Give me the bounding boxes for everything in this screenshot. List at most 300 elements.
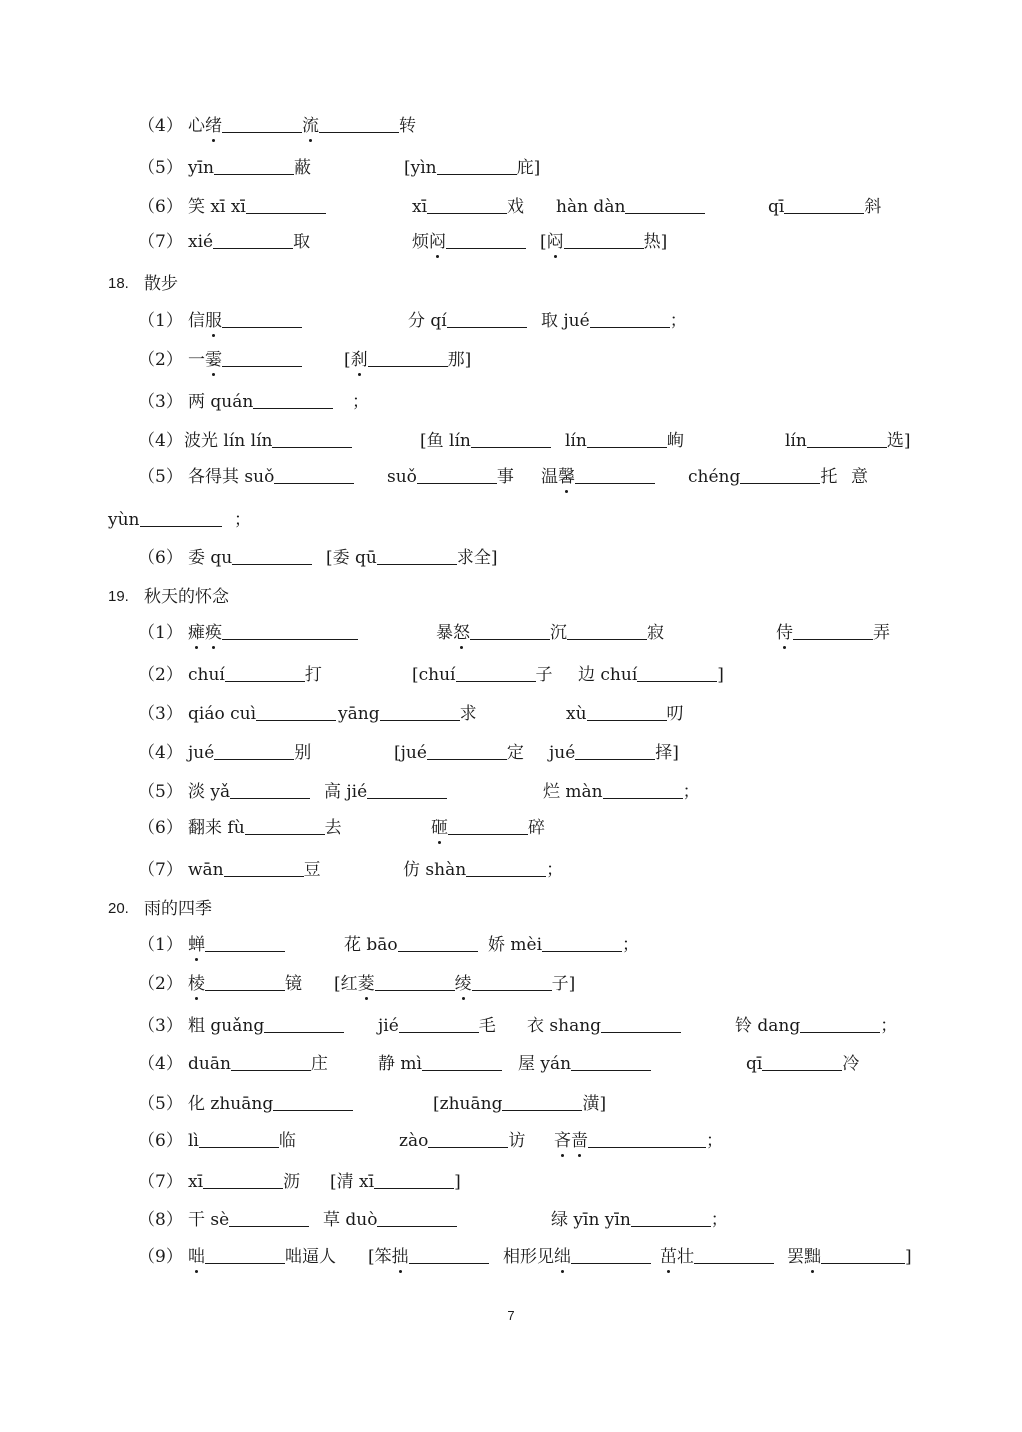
- exercise-item: [0, 740, 1022, 766]
- prompt-text: 沉: [550, 623, 567, 643]
- answer-blank[interactable]: [140, 507, 222, 527]
- prompt-text: suǒ: [387, 467, 417, 487]
- item-number: （4）: [138, 1054, 183, 1074]
- answer-blank[interactable]: [399, 1013, 479, 1033]
- prompt-text: 戏: [507, 197, 525, 217]
- answer-blank[interactable]: [319, 113, 399, 133]
- prompt-text: 子: [535, 665, 553, 685]
- answer-blank[interactable]: [427, 194, 507, 214]
- prompt-text: 温: [541, 467, 558, 487]
- exercise-prompt: [787, 1244, 912, 1270]
- exercise-prompt: [334, 971, 575, 997]
- prompt-text: 信: [188, 311, 205, 331]
- emphasized-character: 痪: [205, 620, 222, 646]
- answer-blank[interactable]: [567, 620, 647, 640]
- prompt-text: 壮: [677, 1247, 694, 1267]
- prompt-text: 求全]: [456, 548, 498, 568]
- answer-blank[interactable]: [466, 857, 546, 877]
- answer-blank[interactable]: [471, 428, 551, 448]
- answer-blank[interactable]: [587, 428, 667, 448]
- exercise-prompt: [785, 428, 910, 454]
- answer-blank[interactable]: [380, 701, 460, 721]
- answer-blank[interactable]: [637, 662, 717, 682]
- prompt-text: qiáo cuì: [188, 704, 256, 724]
- exercise-item: [0, 1051, 1022, 1077]
- section-number: 19.: [108, 588, 129, 605]
- prompt-text: 淡 yǎ: [188, 782, 231, 802]
- prompt-text: 委 qu: [188, 548, 233, 568]
- answer-blank[interactable]: [230, 779, 310, 799]
- section-heading: [0, 896, 1022, 922]
- prompt-text: 暴: [436, 623, 453, 643]
- prompt-text: [zhuāng: [433, 1094, 503, 1114]
- exercise-prompt: [188, 308, 302, 334]
- exercise-prompt: [368, 1244, 489, 1270]
- answer-blank[interactable]: [575, 464, 655, 484]
- answer-blank[interactable]: [571, 1244, 651, 1264]
- answer-blank[interactable]: [800, 1013, 880, 1033]
- emphasized-character: 流: [302, 113, 319, 139]
- answer-blank[interactable]: [274, 464, 354, 484]
- answer-blank[interactable]: [740, 464, 820, 484]
- prompt-text: qī: [768, 197, 785, 217]
- exercise-prompt: [541, 464, 655, 490]
- exercise-prompt: [578, 662, 724, 688]
- prompt-text: duān: [188, 1054, 231, 1074]
- item-number: （7）: [138, 1172, 183, 1192]
- answer-blank[interactable]: [222, 308, 302, 328]
- prompt-text: ；: [669, 311, 687, 331]
- section-title: 散步: [144, 274, 178, 294]
- item-number: （4）: [138, 431, 183, 451]
- prompt-text: 潢]: [582, 1094, 607, 1114]
- exercise-item: [0, 1169, 1022, 1195]
- answer-blank[interactable]: [448, 815, 528, 835]
- exercise-prompt: [436, 620, 664, 646]
- prompt-text: chéng: [688, 467, 741, 487]
- item-number: （9）: [138, 1247, 183, 1267]
- prompt-text: 翻来 fù: [188, 818, 245, 838]
- prompt-text: 仿 shàn: [403, 860, 467, 880]
- answer-blank[interactable]: [367, 779, 447, 799]
- prompt-text: jué: [549, 743, 576, 763]
- exercise-prompt: [188, 464, 354, 490]
- prompt-text: 豆: [303, 860, 321, 880]
- answer-blank[interactable]: [214, 155, 294, 175]
- answer-blank[interactable]: [427, 740, 507, 760]
- exercise-item: [0, 779, 1022, 805]
- exercise-item: [0, 389, 1022, 415]
- exercise-prompt: [188, 662, 322, 688]
- exercise-prompt: [188, 701, 336, 727]
- exercise-prompt: [326, 545, 498, 571]
- exercise-prompt: [188, 545, 312, 571]
- answer-blank[interactable]: [253, 389, 333, 409]
- exercise-item: [0, 194, 1022, 220]
- prompt-text: 一: [188, 350, 205, 370]
- emphasized-character: 侍: [776, 620, 793, 646]
- answer-blank[interactable]: [222, 113, 302, 133]
- prompt-text: 咄逼人: [285, 1247, 336, 1267]
- item-number: （3）: [138, 392, 183, 412]
- exercise-prompt: [540, 229, 667, 255]
- item-number: （6）: [138, 1131, 183, 1151]
- answer-blank[interactable]: [542, 932, 622, 952]
- prompt-text: 子]: [551, 974, 576, 994]
- answer-blank[interactable]: [762, 1051, 842, 1071]
- answer-blank[interactable]: [246, 194, 326, 214]
- prompt-text: ；: [622, 935, 640, 955]
- prompt-text: 心: [188, 116, 205, 136]
- item-number: （7）: [138, 232, 183, 252]
- emphasized-character: 怒: [453, 620, 470, 646]
- emphasized-character: 蝉: [188, 932, 205, 958]
- prompt-text: 镜: [285, 974, 302, 994]
- prompt-text: 临: [278, 1131, 296, 1151]
- prompt-text: xī: [412, 197, 428, 217]
- exercise-prompt: [768, 194, 881, 220]
- answer-blank[interactable]: [272, 428, 352, 448]
- exercise-prompt: [404, 155, 540, 181]
- answer-blank[interactable]: [225, 662, 305, 682]
- emphasized-character: 绪: [205, 113, 222, 139]
- answer-blank[interactable]: [205, 971, 285, 991]
- exercise-item: [0, 662, 1022, 688]
- item-number: （6）: [138, 818, 183, 838]
- item-number: （2）: [138, 350, 183, 370]
- prompt-text: 烂 màn: [543, 782, 603, 802]
- item-number: （6）: [138, 197, 183, 217]
- prompt-text: 求: [459, 704, 477, 724]
- answer-blank[interactable]: [222, 347, 302, 367]
- answer-blank[interactable]: [625, 194, 705, 214]
- prompt-text: ]: [717, 665, 724, 685]
- emphasized-character: 菱: [358, 971, 375, 997]
- section-number: 18.: [108, 275, 129, 292]
- emphasized-character: 闷: [547, 229, 564, 255]
- exercise-prompt: [344, 347, 471, 373]
- answer-blank[interactable]: [502, 1091, 582, 1111]
- answer-blank[interactable]: [571, 1051, 651, 1071]
- exercise-prompt: [420, 428, 551, 454]
- item-number: （4）: [138, 743, 183, 763]
- exercise-prompt: [394, 740, 524, 766]
- answer-blank[interactable]: [588, 1128, 706, 1148]
- exercise-item: [0, 308, 1022, 334]
- prompt-text: 弄: [873, 623, 890, 643]
- prompt-text: 干 sè: [188, 1210, 230, 1230]
- prompt-text: qī: [746, 1054, 763, 1074]
- exercise-prompt: [565, 428, 684, 454]
- answer-blank[interactable]: [575, 740, 655, 760]
- emphasized-character: 啬: [571, 1128, 588, 1154]
- prompt-text: chuí: [188, 665, 225, 685]
- answer-blank[interactable]: [229, 1207, 309, 1227]
- exercise-item: [0, 701, 1022, 727]
- emphasized-character: 服: [205, 308, 222, 334]
- answer-blank[interactable]: [447, 308, 527, 328]
- exercise-prompt: [338, 701, 477, 727]
- exercise-prompt: [735, 1013, 897, 1039]
- prompt-text: 铃 dang: [735, 1016, 801, 1036]
- item-number: （5）: [138, 467, 183, 487]
- answer-blank[interactable]: [631, 1207, 711, 1227]
- answer-blank[interactable]: [793, 620, 873, 640]
- answer-blank[interactable]: [603, 779, 683, 799]
- exercise-prompt: [188, 815, 342, 841]
- emphasized-character: 绫: [455, 971, 472, 997]
- answer-blank[interactable]: [231, 1051, 311, 1071]
- exercise-prompt: [399, 1128, 525, 1154]
- exercise-item: [0, 1091, 1022, 1117]
- answer-blank[interactable]: [377, 1207, 457, 1227]
- prompt-text: 意: [851, 467, 868, 487]
- prompt-text: 静 mì: [378, 1054, 422, 1074]
- exercise-item: [0, 971, 1022, 997]
- item-number: （1）: [138, 623, 183, 643]
- exercise-prompt: [543, 779, 700, 805]
- answer-blank[interactable]: [409, 1244, 489, 1264]
- answer-blank[interactable]: [470, 620, 550, 640]
- prompt-text: lín: [785, 431, 807, 451]
- prompt-text: 罢: [787, 1247, 804, 1267]
- exercise-prompt: [431, 815, 545, 841]
- prompt-text: 转: [399, 116, 416, 136]
- exercise-prompt: [184, 428, 352, 454]
- emphasized-character: 黜: [804, 1244, 821, 1270]
- exercise-prompt: [330, 1169, 461, 1195]
- prompt-text: zào: [399, 1131, 429, 1151]
- answer-blank[interactable]: [273, 1091, 353, 1111]
- prompt-text: 沥: [283, 1172, 301, 1192]
- answer-blank[interactable]: [398, 932, 478, 952]
- answer-blank[interactable]: [224, 857, 304, 877]
- emphasized-character: 闷: [429, 229, 446, 255]
- prompt-text: 娇 mèi: [488, 935, 543, 955]
- prompt-text: 草 duò: [323, 1210, 378, 1230]
- prompt-text: 寂: [647, 623, 664, 643]
- answer-blank[interactable]: [222, 620, 358, 640]
- prompt-text: 屋 yán: [518, 1054, 572, 1074]
- prompt-text: ；: [546, 860, 564, 880]
- prompt-text: 相形见: [503, 1247, 554, 1267]
- exercise-prompt: [556, 194, 705, 220]
- prompt-text: 庄: [310, 1054, 328, 1074]
- prompt-text: 那]: [447, 350, 472, 370]
- prompt-text: 各得其 suǒ: [188, 467, 275, 487]
- exercise-prompt: [234, 507, 251, 533]
- emphasized-character: 茁: [660, 1244, 677, 1270]
- answer-blank[interactable]: [472, 971, 552, 991]
- exercise-prompt: [188, 347, 302, 373]
- prompt-text: 斜: [864, 197, 882, 217]
- prompt-text: 选]: [886, 431, 911, 451]
- exercise-prompt: [549, 740, 679, 766]
- exercise-item: [0, 464, 1022, 490]
- prompt-text: 高 jié: [324, 782, 368, 802]
- answer-blank[interactable]: [375, 971, 455, 991]
- prompt-text: jié: [378, 1016, 399, 1036]
- prompt-text: ]: [454, 1172, 461, 1192]
- exercise-item: [0, 932, 1022, 958]
- prompt-text: 毛: [478, 1016, 496, 1036]
- prompt-text: 波光 lín lín: [184, 431, 273, 451]
- answer-blank[interactable]: [437, 155, 517, 175]
- prompt-text: 花 bāo: [344, 935, 398, 955]
- prompt-text: ；: [706, 1131, 723, 1151]
- prompt-text: 事: [496, 467, 514, 487]
- prompt-text: 烦: [412, 232, 429, 252]
- exercise-prompt: [412, 662, 553, 688]
- answer-blank[interactable]: [417, 464, 497, 484]
- exercise-prompt: [518, 1051, 651, 1077]
- prompt-text: 粗 guǎng: [188, 1016, 265, 1036]
- answer-blank[interactable]: [807, 428, 887, 448]
- answer-blank[interactable]: [199, 1128, 279, 1148]
- exercise-prompt: [323, 1207, 457, 1233]
- prompt-text: 边 chuí: [578, 665, 638, 685]
- prompt-text: 定: [506, 743, 524, 763]
- answer-blank[interactable]: [368, 347, 448, 367]
- prompt-text: 别: [294, 743, 312, 763]
- emphasized-character: 咄: [188, 1244, 205, 1270]
- answer-blank[interactable]: [587, 701, 667, 721]
- exercise-item: [0, 347, 1022, 373]
- prompt-text: ；: [682, 782, 700, 802]
- prompt-text: xù: [566, 704, 587, 724]
- prompt-text: 去: [324, 818, 342, 838]
- answer-blank[interactable]: [694, 1244, 774, 1264]
- exercise-prompt: [188, 1207, 309, 1233]
- answer-blank[interactable]: [821, 1244, 905, 1264]
- prompt-text: wān: [188, 860, 224, 880]
- exercise-prompt: [688, 464, 837, 490]
- answer-blank[interactable]: [232, 545, 312, 565]
- answer-blank[interactable]: [456, 662, 536, 682]
- emphasized-character: 拙: [392, 1244, 409, 1270]
- exercise-prompt: [188, 779, 310, 805]
- prompt-text: jué: [188, 743, 215, 763]
- exercise-prompt: [188, 620, 358, 646]
- exercise-prompt: [188, 155, 311, 181]
- exercise-prompt: [503, 1244, 651, 1270]
- prompt-text: [: [344, 350, 351, 370]
- exercise-prompt: [746, 1051, 859, 1077]
- exercise-prompt: [488, 932, 639, 958]
- prompt-text: [jué: [394, 743, 427, 763]
- answer-blank[interactable]: [784, 194, 864, 214]
- prompt-text: 冷: [842, 1054, 860, 1074]
- emphasized-character: 棱: [188, 971, 205, 997]
- exercise-prompt: [108, 507, 222, 533]
- answer-blank[interactable]: [446, 229, 526, 249]
- exercise-prompt: [554, 1128, 723, 1154]
- exercise-prompt: [188, 1128, 296, 1154]
- exercise-prompt: [851, 464, 868, 490]
- exercise-prompt: [378, 1051, 502, 1077]
- section-title: 秋天的怀念: [144, 587, 229, 607]
- answer-blank[interactable]: [256, 701, 336, 721]
- exercise-prompt: [188, 113, 416, 139]
- exercise-item: [0, 155, 1022, 181]
- answer-blank[interactable]: [374, 1169, 454, 1189]
- answer-blank[interactable]: [601, 1013, 681, 1033]
- answer-blank[interactable]: [203, 1169, 283, 1189]
- item-number: （3）: [138, 704, 183, 724]
- prompt-text: [鱼 lín: [420, 431, 471, 451]
- prompt-text: yāng: [338, 704, 380, 724]
- exercise-prompt: [551, 1207, 728, 1233]
- emphasized-character: 砸: [431, 815, 448, 841]
- answer-blank[interactable]: [422, 1051, 502, 1071]
- item-number: （1）: [138, 935, 183, 955]
- answer-blank[interactable]: [377, 545, 457, 565]
- exercise-prompt: [188, 229, 310, 255]
- prompt-text: [: [540, 232, 547, 252]
- answer-blank[interactable]: [428, 1128, 508, 1148]
- prompt-text: 笑 xī xī: [188, 197, 246, 217]
- answer-blank[interactable]: [264, 1013, 344, 1033]
- prompt-text: lín: [565, 431, 587, 451]
- answer-blank[interactable]: [214, 740, 294, 760]
- exercise-prompt: [188, 1051, 328, 1077]
- prompt-text: yīn: [188, 158, 214, 178]
- exercise-prompt: [188, 740, 311, 766]
- item-number: （5）: [138, 158, 183, 178]
- prompt-text: ；: [352, 392, 369, 412]
- prompt-text: [chuí: [412, 665, 456, 685]
- item-number: （7）: [138, 860, 183, 880]
- exercise-prompt: [776, 620, 890, 646]
- answer-blank[interactable]: [205, 1244, 285, 1264]
- section-heading: [0, 584, 1022, 610]
- answer-blank[interactable]: [213, 229, 293, 249]
- continuation-line: [0, 507, 1022, 533]
- prompt-text: xī: [188, 1172, 204, 1192]
- exercise-prompt: [188, 932, 285, 958]
- prompt-text: ；: [234, 510, 251, 530]
- item-number: （6）: [138, 548, 183, 568]
- exercise-prompt: [433, 1091, 606, 1117]
- exercise-prompt: [188, 1091, 353, 1117]
- prompt-text: 择]: [655, 743, 679, 763]
- prompt-text: ]: [905, 1247, 912, 1267]
- prompt-text: ；: [710, 1210, 728, 1230]
- exercise-prompt: [188, 1169, 300, 1195]
- answer-blank[interactable]: [205, 932, 285, 952]
- exercise-item: [0, 815, 1022, 841]
- prompt-text: 热]: [643, 232, 668, 252]
- exercise-prompt: [344, 932, 478, 958]
- item-number: （3）: [138, 1016, 183, 1036]
- prompt-text: 叨: [666, 704, 684, 724]
- prompt-text: 访: [508, 1131, 526, 1151]
- exercise-prompt: [403, 857, 563, 883]
- prompt-text: 取 jué: [541, 311, 590, 331]
- emphasized-character: 吝: [554, 1128, 571, 1154]
- page-number: 7: [507, 1308, 515, 1323]
- emphasized-character: 馨: [558, 464, 575, 490]
- answer-blank[interactable]: [245, 815, 325, 835]
- prompt-text: 打: [304, 665, 322, 685]
- exercise-prompt: [352, 389, 369, 415]
- prompt-text: 托: [820, 467, 838, 487]
- exercise-prompt: [541, 308, 687, 334]
- section-title: 雨的四季: [144, 899, 212, 919]
- answer-blank[interactable]: [590, 308, 670, 328]
- prompt-text: lì: [188, 1131, 199, 1151]
- answer-blank[interactable]: [564, 229, 644, 249]
